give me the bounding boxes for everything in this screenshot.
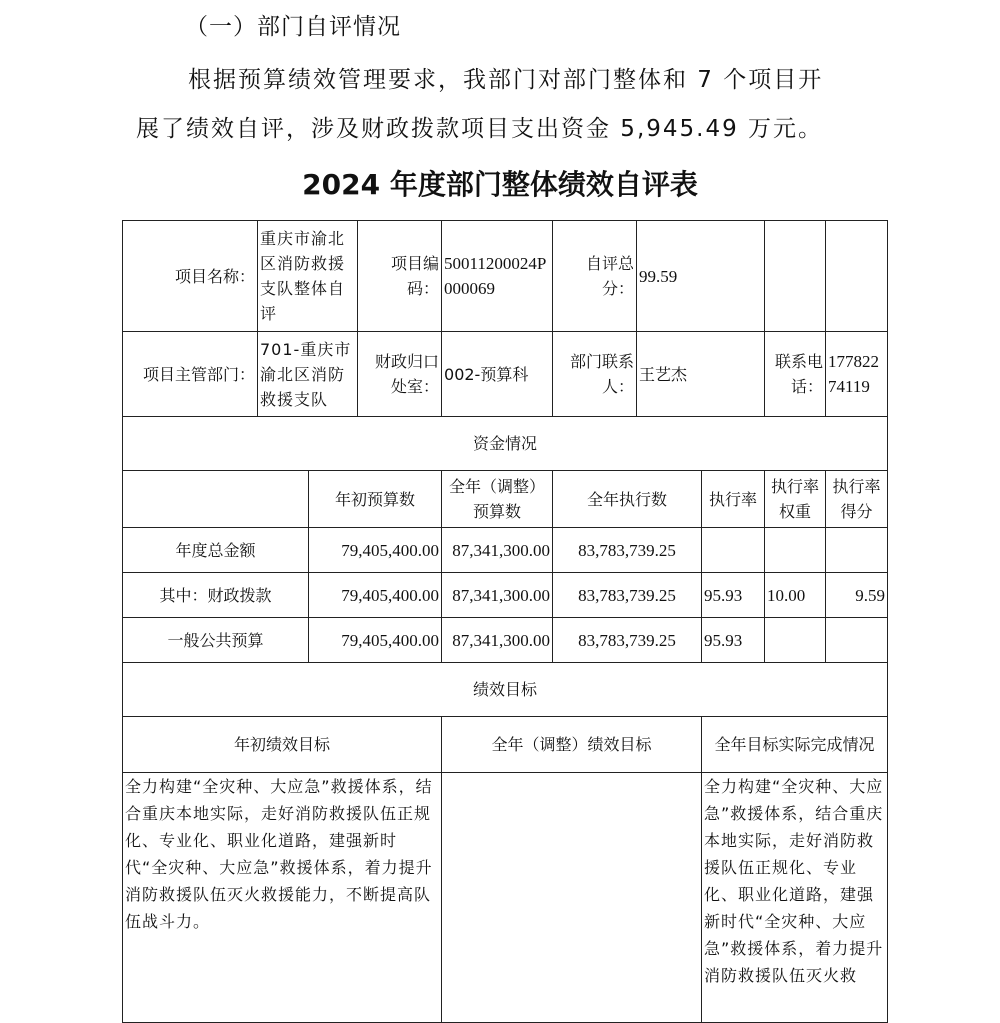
fund-score [826,528,888,573]
project-code-label: 项目编码： [358,221,442,332]
goals-col-adjusted: 全年（调整）绩效目标 [442,717,702,773]
fund-adjusted: 87,341,300.00 [442,573,553,618]
fund-rate: 95.93 [702,618,765,663]
contact-value: 王艺杰 [637,332,765,417]
funds-header-blank [123,471,309,528]
empty-cell [765,221,826,332]
phone-value: 17782274119 [826,332,888,417]
dept-label: 项目主管部门： [123,332,258,417]
fund-executed: 83,783,739.25 [553,618,702,663]
table-row [123,618,888,663]
fund-score: 9.59 [826,573,888,618]
fund-row-label: 其中：财政拨款 [123,573,309,618]
funds-section-label: 资金情况 [123,417,888,471]
intro-paragraph [136,56,896,154]
fund-executed: 83,783,739.25 [553,573,702,618]
table-title: 2024 年度部门整体绩效自评表 [302,168,698,201]
info-row-1 [123,221,888,332]
goals-section-label: 绩效目标 [123,663,888,717]
fund-rate: 95.93 [702,573,765,618]
header-adjusted-budget: 全年（调整）预算数 [442,471,553,528]
fund-adjusted: 87,341,300.00 [442,528,553,573]
contact-label: 部门联系人： [553,332,637,417]
project-code-value: 50011200024P000069 [442,221,553,332]
fund-weight: 10.00 [765,573,826,618]
fund-weight [765,528,826,573]
goals-header-row [123,717,888,773]
table-row [123,528,888,573]
goals-adjusted-text [442,773,702,1023]
project-name-label: 项目名称： [123,221,258,332]
fund-score [826,618,888,663]
table-row [123,573,888,618]
goals-actual-text: 全力构建“全灾种、大应急”救援体系，结合重庆本地实际，走好消防救援队伍正规化、专业化、职业化道路，建强新时代“全灾种、大应急”救援体系，着力提升消防救援队伍灭火救 [702,773,888,1023]
evaluation-table [122,220,888,1023]
finance-value: 002-预算科 [442,332,553,417]
goals-col-actual: 全年目标实际完成情况 [702,717,888,773]
fund-initial: 79,405,400.00 [309,528,442,573]
fund-weight [765,618,826,663]
fund-executed: 83,783,739.25 [553,528,702,573]
fund-row-label: 一般公共预算 [123,618,309,663]
fund-initial: 79,405,400.00 [309,618,442,663]
funds-header-row [123,471,888,528]
intro-line-2: 展了绩效自评，涉及财政拨款项目支出资金 5,945.49 万元。 [136,116,824,142]
empty-cell [826,221,888,332]
score-value: 99.59 [637,221,765,332]
funds-section-row [123,417,888,471]
section-heading: （一）部门自评情况 [185,14,401,40]
phone-label: 联系电话： [765,332,826,417]
header-weight: 执行率权重 [765,471,826,528]
goals-content-row [123,773,888,1023]
header-score: 执行率得分 [826,471,888,528]
header-executed: 全年执行数 [553,471,702,528]
goals-col-initial: 年初绩效目标 [123,717,442,773]
finance-label: 财政归口处室： [358,332,442,417]
fund-rate [702,528,765,573]
goals-initial-text: 全力构建“全灾种、大应急”救援体系，结合重庆本地实际，走好消防救援队伍正规化、专业化、职业化道路，建强新时代“全灾种、大应急”救援体系，着力提升消防救援队伍灭火救援能力，不断提高队伍战斗力。 [123,773,442,1023]
header-initial-budget: 年初预算数 [309,471,442,528]
info-row-2 [123,332,888,417]
fund-adjusted: 87,341,300.00 [442,618,553,663]
project-name-value: 重庆市渝北区消防救援支队整体自评 [258,221,358,332]
dept-value: 701-重庆市渝北区消防救援支队 [258,332,358,417]
fund-initial: 79,405,400.00 [309,573,442,618]
intro-line-1: 根据预算绩效管理要求，我部门对部门整体和 7 个项目开 [188,67,824,93]
score-label: 自评总分： [553,221,637,332]
header-rate: 执行率 [702,471,765,528]
goals-section-row [123,663,888,717]
fund-row-label: 年度总金额 [123,528,309,573]
